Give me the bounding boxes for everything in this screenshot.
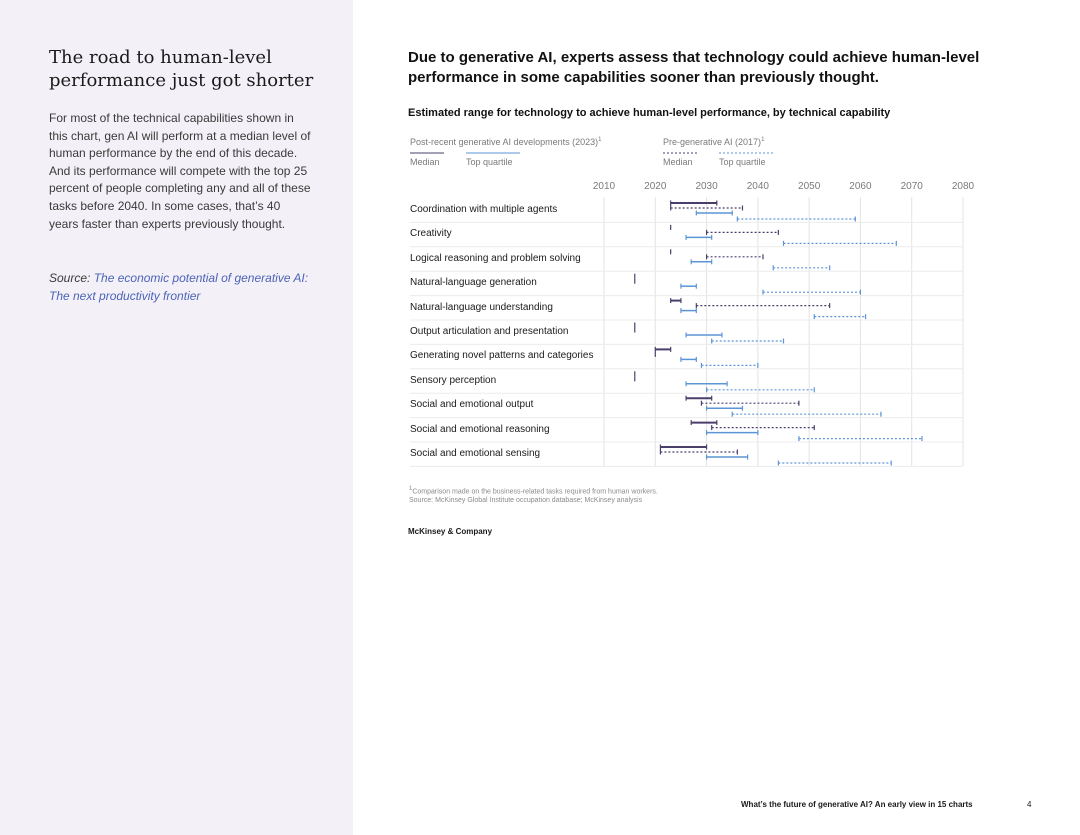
x-tick-label: 2040 [746,181,769,192]
source-prefix: Source: [49,271,94,285]
x-tick-label: 2010 [592,181,616,192]
category-label: Social and emotional output [410,399,534,411]
footnote-mark: 1 [409,486,413,492]
footer-title: What’s the future of generative AI? An early view in 15 charts [741,800,973,809]
x-tick-label: 2020 [644,181,667,192]
category-label: Coordination with multiple agents [410,204,558,215]
category-label: Logical reasoning and problem solving [410,252,581,264]
footnote-text-1: Comparison made on the business-related tasks required from human workers. [412,488,658,496]
legend-pre-group-label: Pre-generative AI (2017) [663,137,762,147]
sidebar-title: The road to human-level performance just got shorter [49,47,314,91]
legend-pre-median: Median [663,157,693,167]
legend-post-footnote-mark: 1 [598,137,602,143]
category-label: Natural-language understanding [410,301,553,313]
x-tick-label: 2050 [798,181,821,192]
sidebar-body: For most of the technical capabilities shown in this chart, gen AI will perform at a median level of human performance by the end of this decade. And its performance will compete with the top 25 percent of people completing any and all of these tasks before 2040. In some cases, that’s 40 years faster than experts previously thought. [49,111,311,231]
x-tick-label: 2070 [900,181,923,192]
source-link[interactable]: The economic potential of generative AI: The next productivity frontier [49,271,309,303]
legend-post-group-label: Post-recent generative AI developments (2023) [410,137,599,147]
page-number: 4 [1027,800,1032,809]
x-tick-label: 2080 [951,181,975,192]
x-tick-label: 2030 [695,181,718,192]
category-label: Sensory perception [410,374,497,386]
footnote [409,485,658,505]
legend-pre-top-quartile: Top quartile [719,157,766,167]
category-label: Output articulation and presentation [410,326,569,337]
chart-main-title: Due to generative AI, experts assess that technology could achieve human-level performance in some capabilities sooner than previously thought. [408,49,980,86]
category-label: Social and emotional sensing [410,448,541,459]
brand-name: McKinsey & Company [408,527,493,536]
footnote-line-2: Source: McKinsey Global Institute occupation database; McKinsey analysis [409,497,643,505]
legend-pre-footnote-mark: 1 [761,137,765,143]
footnote-line-1 [409,485,658,496]
x-tick-label: 2060 [849,181,872,192]
category-label: Social and emotional reasoning [410,423,550,435]
category-label: Creativity [410,228,452,240]
legend-post-median: Median [410,157,440,167]
legend-post-top-quartile: Top quartile [466,157,513,167]
chart-subtitle: Estimated range for technology to achieve human-level performance, by technical capability [408,107,891,119]
category-label: Natural-language generation [410,277,537,289]
category-label: Generating novel patterns and categories [410,350,594,362]
